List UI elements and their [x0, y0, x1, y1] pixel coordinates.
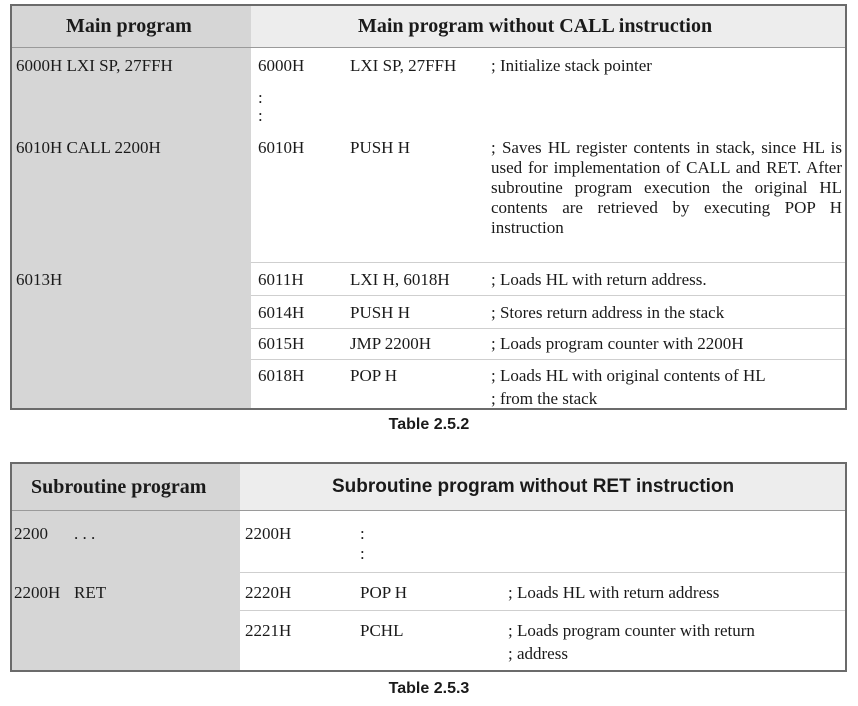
row-addr: 6014H	[258, 303, 305, 322]
row-comment-continuation: ; address	[508, 644, 568, 663]
row-divider	[251, 295, 845, 296]
row-comment: ; Loads HL with original contents of HL	[491, 366, 766, 385]
row-ellipsis-colon: :	[258, 88, 263, 107]
row-divider	[251, 328, 845, 329]
row-divider	[240, 572, 845, 573]
row-addr: 2220H	[245, 583, 292, 602]
header-subroutine-without-ret: Subroutine program without RET instruction	[332, 476, 735, 497]
left-row-6013h: 6013H	[16, 270, 63, 289]
row-instr: :	[360, 524, 365, 543]
row-instr: LXI SP, 27FFH	[350, 56, 457, 75]
table-2-5-2	[10, 4, 847, 410]
row-instr-continuation: :	[360, 544, 365, 563]
row-instr: PUSH H	[350, 138, 410, 157]
row-addr: 6000H	[258, 56, 305, 75]
row-instr: PUSH H	[350, 303, 410, 322]
row-comment: ; Stores return address in the stack	[491, 303, 725, 322]
row-comment-continuation: ; from the stack	[491, 389, 598, 408]
table-caption: Table 2.5.3	[388, 680, 470, 697]
row-addr: 2200H	[245, 524, 292, 543]
row-addr: 2221H	[245, 621, 292, 640]
row-divider	[251, 262, 845, 263]
row-instr: POP H	[360, 583, 408, 602]
header-main-program-without-call: Main program without CALL instruction	[358, 15, 713, 37]
table-caption: Table 2.5.2	[388, 416, 470, 433]
row-instr: LXI H, 6018H	[350, 270, 450, 289]
row-instr: POP H	[350, 366, 398, 385]
row-comment: ; Loads program counter with 2200H	[491, 334, 744, 353]
left-row-6010h: 6010H CALL 2200H	[16, 138, 161, 157]
row-comment: ; Initialize stack pointer	[491, 56, 652, 75]
row-comment: ; Loads HL with return address.	[491, 270, 707, 289]
left-row-addr: 2200H	[14, 583, 61, 602]
table-2-5-3	[10, 462, 847, 672]
row-comment: ; Loads HL with return address	[508, 583, 720, 602]
left-row-text: . . .	[74, 524, 96, 543]
header-subroutine-program: Subroutine program	[31, 476, 207, 498]
row-instr: PCHL	[360, 621, 404, 640]
header-main-program: Main program	[66, 15, 192, 37]
row-addr: 6018H	[258, 366, 305, 385]
row-instr: JMP 2200H	[350, 334, 432, 353]
left-row-addr: 2200	[14, 524, 48, 543]
row-addr: 6010H	[258, 138, 305, 157]
left-row-text: RET	[74, 583, 107, 602]
row-divider	[251, 359, 845, 360]
row-comment: ; Saves HL register contents in stack, since HL is used for implementation of CALL and RET. After subroutine program execution the original HL contents are retrieved by executing POP H instruction	[491, 138, 842, 237]
row-addr: 6015H	[258, 334, 305, 353]
row-addr: 6011H	[258, 270, 304, 289]
header-divider	[12, 510, 240, 511]
header-divider	[12, 47, 251, 48]
row-ellipsis-colon: :	[258, 106, 263, 125]
row-divider	[240, 610, 845, 611]
left-row-6000h: 6000H LXI SP, 27FFH	[16, 56, 173, 75]
row-comment: ; Loads program counter with return	[508, 621, 755, 640]
